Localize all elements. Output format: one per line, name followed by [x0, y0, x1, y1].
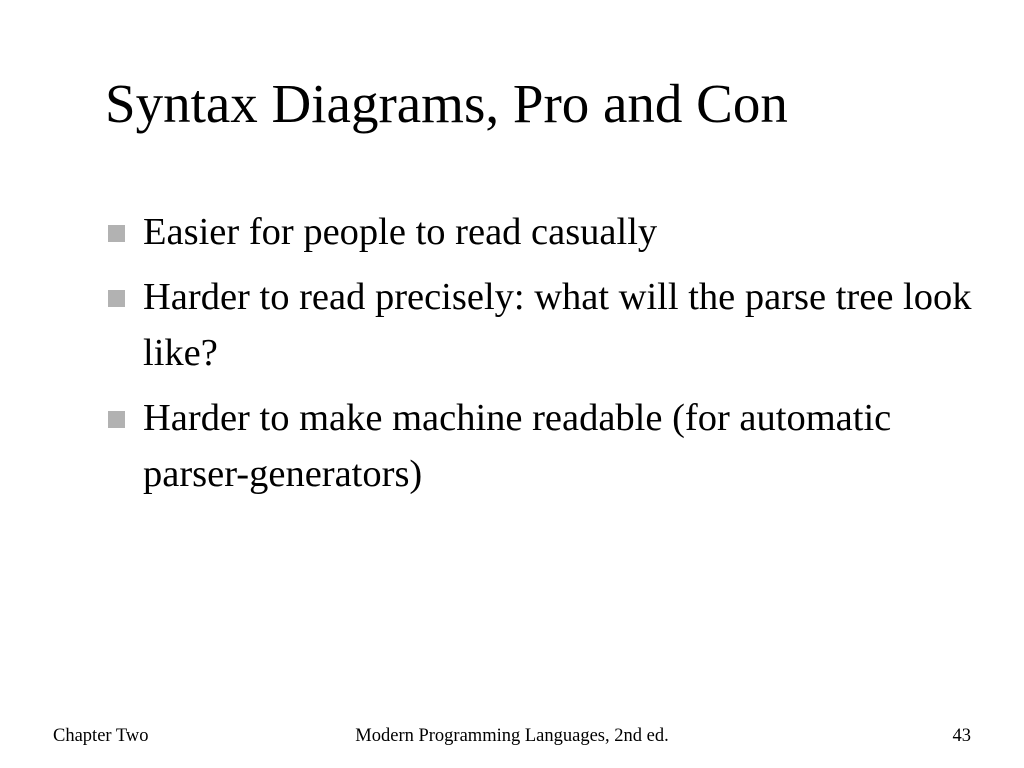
bullet-text: Harder to read precisely: what will the parse tree look like?	[143, 276, 972, 374]
square-bullet-icon	[108, 290, 125, 307]
footer-book-title: Modern Programming Languages, 2nd ed.	[355, 726, 669, 746]
bullet-list	[105, 204, 985, 511]
square-bullet-icon	[108, 225, 125, 242]
square-bullet-icon	[108, 411, 125, 428]
slide-title: Syntax Diagrams, Pro and Con	[105, 73, 788, 134]
bullet-item-harder-machine-readable	[105, 390, 985, 502]
bullet-item-easier-to-read	[105, 204, 985, 260]
bullet-item-harder-to-read-precisely	[105, 269, 985, 381]
footer-page-number: 43	[952, 726, 971, 746]
bullet-text: Harder to make machine readable (for automatic parser-generators)	[143, 397, 892, 495]
footer-chapter: Chapter Two	[53, 726, 149, 746]
bullet-text: Easier for people to read casually	[143, 211, 658, 253]
